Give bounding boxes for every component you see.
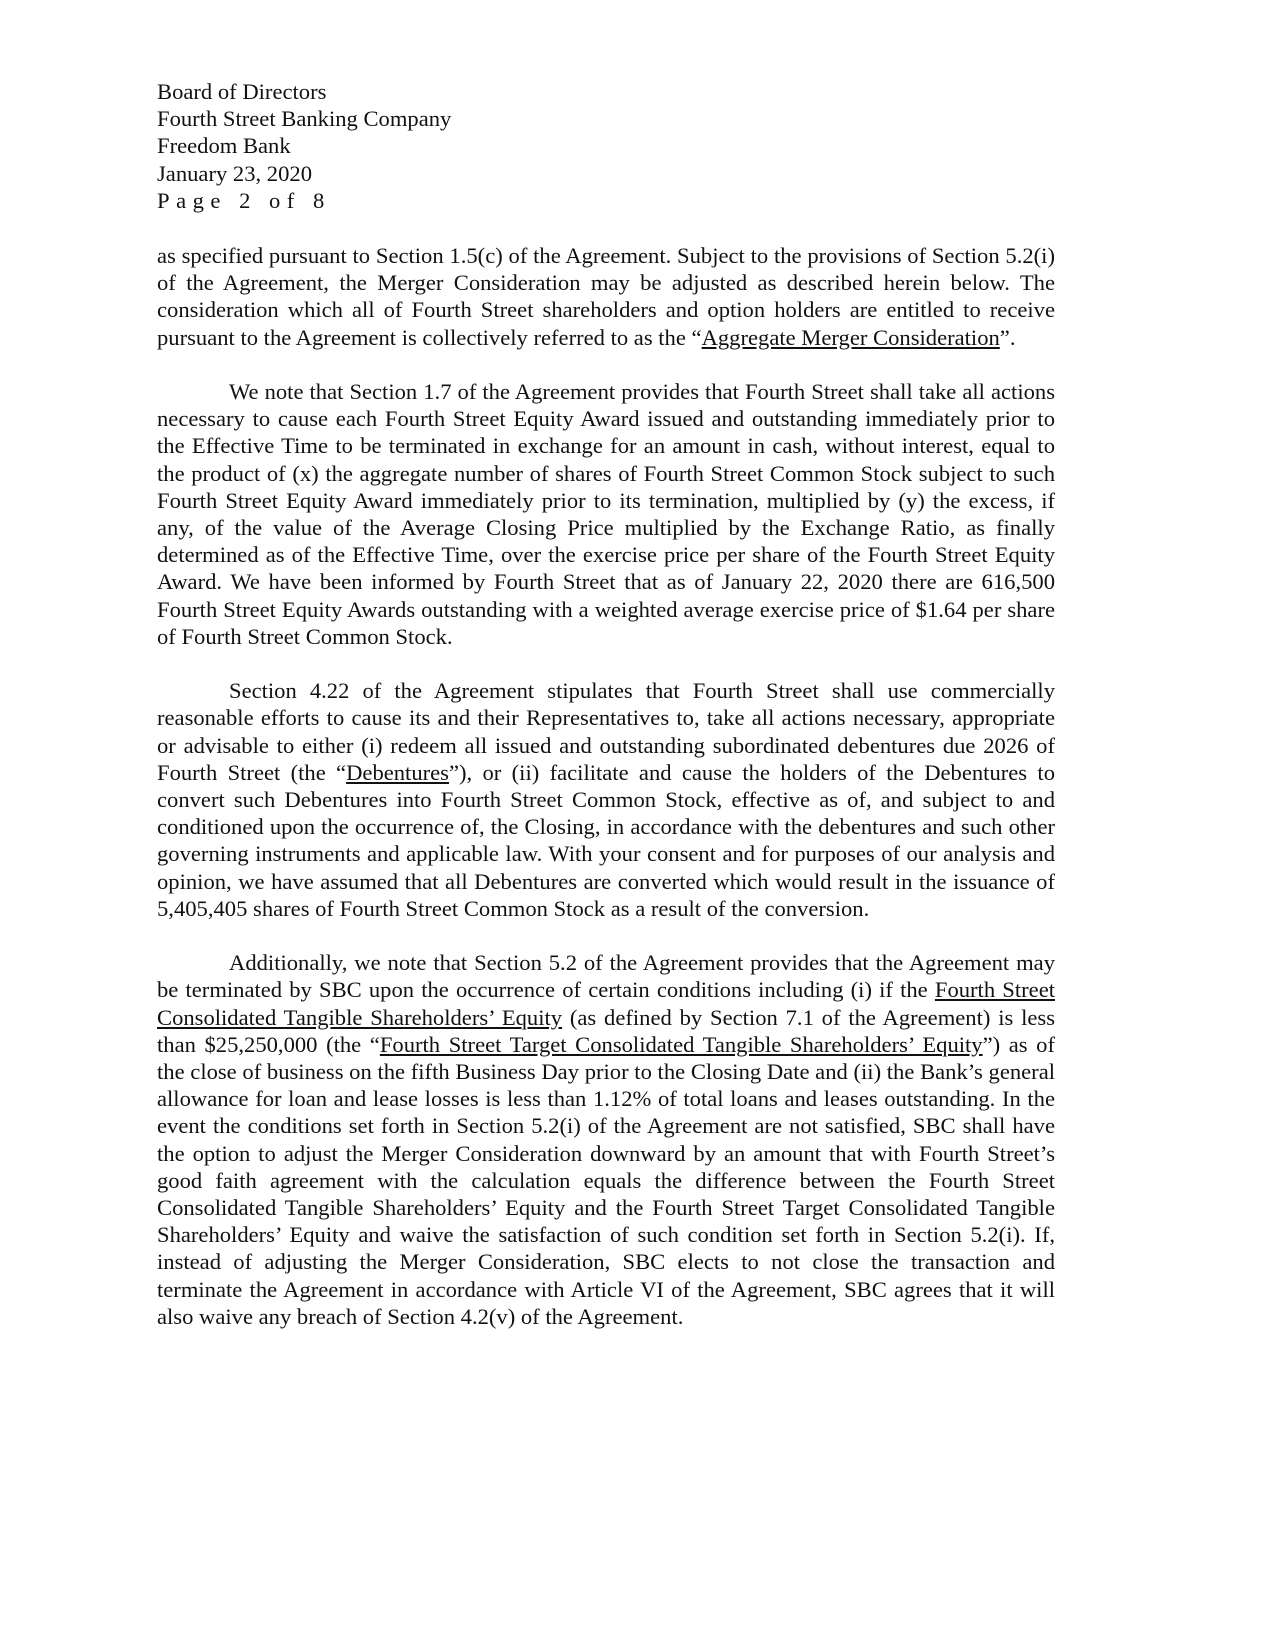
body-paragraph — [157, 949, 1055, 1330]
body-paragraph — [157, 378, 1055, 650]
defined-term: Fourth Street Target Consolidated Tangible Shareholders’ Equity — [379, 1031, 983, 1057]
letter-header — [157, 78, 1055, 214]
letter-page — [157, 78, 1055, 1357]
paragraph-text: ”. — [999, 324, 1016, 350]
paragraph-text: ”), or (ii) facilitate and cause the holders of the Debentures to convert such Debentures into Fourth Street Common Stock, effective as of, and subject to and conditioned upon the occurrence of, the Closing, in accordance with the debentures and such other governing instruments and applicable law. With your consent and for purposes of our analysis and opinion, we have assumed that all Debentures are converted which would result in the issuance of 5,405,405 shares of Fourth Street Common Stock as a result of the conversion. — [157, 759, 1055, 921]
paragraph-text: (as defined by Section 7.1 of the Agreement) is less than $25,250,000 (the “ — [157, 1004, 1055, 1057]
paragraph-text: as specified pursuant to Section 1.5(c) of the Agreement. Subject to the provisions of Section 5.2(i) of the Agreement, the Merger Consideration may be adjusted as described herein below. The consideration which all of Fourth Street shareholders and option holders are entitled to receive pursuant to the Agreement is collectively referred to as the “ — [157, 243, 1055, 350]
bank-name: Freedom Bank — [157, 133, 291, 159]
company-name: Fourth Street Banking Company — [157, 106, 452, 132]
body-paragraph — [157, 242, 1055, 351]
body-paragraph — [157, 677, 1055, 922]
defined-term: Fourth Street Consolidated Tangible Shareholders’ Equity — [157, 977, 1055, 1030]
addressee: Board of Directors — [157, 79, 327, 104]
paragraph-text: ”) as of the close of business on the fifth Business Day prior to the Closing Date and (ii) the Bank’s general allowance for loan and lease losses is less than 1.12% of total loans and leases outstanding. In the event the conditions set forth in Section 5.2(i) of the Agreement are not satisfied, SBC shall have the option to adjust the Merger Consideration downward by an amount that with Fourth Street’s good faith agreement with the calculation equals the difference between the Fourth Street Consolidated Tangible Shareholders’ Equity and the Fourth Street Target Consolidated Tangible Shareholders’ Equity and waive the satisfaction of such condition set forth in Section 5.2(i). If, instead of adjusting the Merger Consideration, SBC elects to not close the transaction and terminate the Agreement in accordance with Article VI of the Agreement, SBC agrees that it will also waive any breach of Section 4.2(v) of the Agreement. — [157, 1031, 1055, 1329]
defined-term: Aggregate Merger Consideration — [701, 324, 1000, 350]
page-number: Page 2 of 8 — [157, 187, 331, 213]
paragraph-text: We note that Section 1.7 of the Agreement provides that Fourth Street shall take all actions necessary to cause each Fourth Street Equity Award issued and outstanding immediately prior to the Effective Time to be terminated in exchange for an amount in cash, without interest, equal to the product of (x) the aggregate number of shares of Fourth Street Common Stock subject to such Fourth Street Equity Award immediately prior to its termination, multiplied by (y) the excess, if any, of the value of the Average Closing Price multiplied by the Exchange Ratio, as finally determined as of the Effective Time, over the exercise price per share of the Fourth Street Equity Award. We have been informed by Fourth Street that as of January 22, 2020 there are 616,500 Fourth Street Equity Awards outstanding with a weighted average exercise price of $1.64 per share of Fourth Street Common Stock. — [157, 379, 1055, 649]
letter-date: January 23, 2020 — [157, 160, 312, 186]
letter-body — [157, 242, 1055, 1330]
paragraph-text: Additionally, we note that Section 5.2 of the Agreement provides that the Agreement may be terminated by SBC upon the occurrence of certain conditions including (i) if the — [157, 950, 1055, 1003]
defined-term: Debentures — [346, 759, 449, 785]
paragraph-text: Section 4.22 of the Agreement stipulates that Fourth Street shall use commercially reasonable efforts to cause its and their Representatives to, take all actions necessary, appropriate or advisable to either (i) redeem all issued and outstanding subordinated debentures due 2026 of Fourth Street (the “ — [157, 678, 1055, 785]
